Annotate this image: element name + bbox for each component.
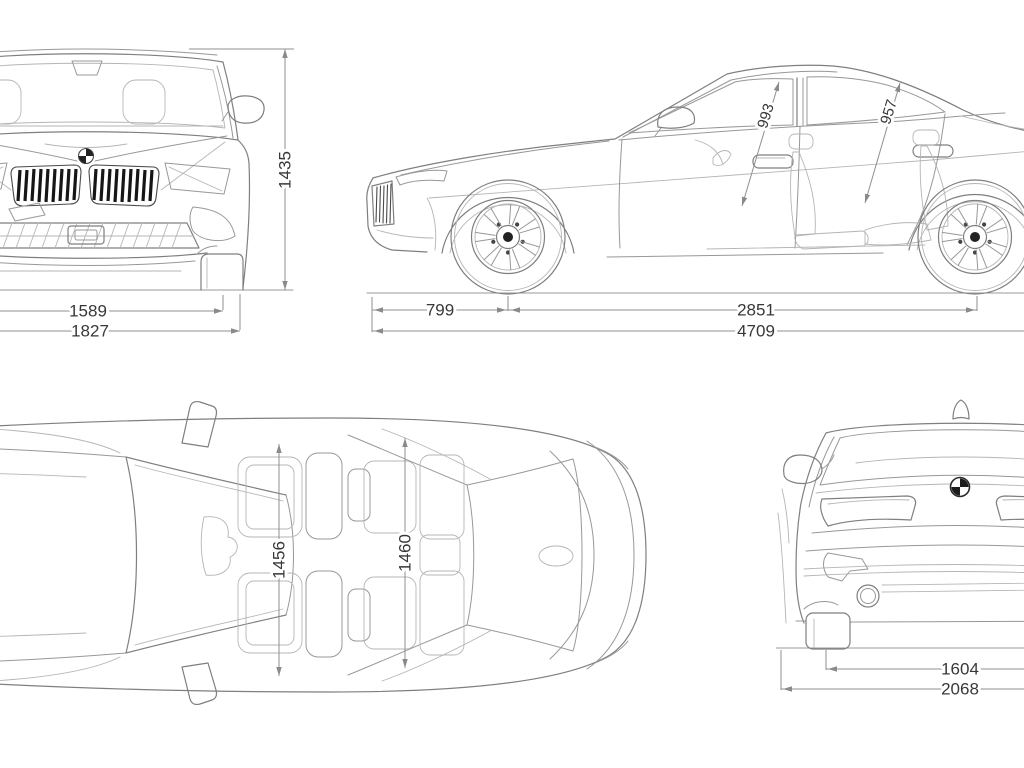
dim-front-height-label: 1435 <box>275 151 295 189</box>
dim-side-wheelbase-label: 2851 <box>737 300 775 320</box>
dim-side-wheelbase <box>508 301 977 320</box>
top-view <box>0 395 660 705</box>
rear-wheel <box>918 180 1024 294</box>
top-car-art <box>0 402 646 705</box>
dim-side-length-label: 4709 <box>737 321 775 341</box>
rear-dimensions <box>781 650 1024 699</box>
dim-side-headroom-rear-label: 957 <box>877 97 901 127</box>
front-dimensions <box>0 49 295 341</box>
dim-top-shoulder-front <box>270 444 289 676</box>
dim-top-shoulder-front-label: 1456 <box>269 541 289 579</box>
front-view <box>0 40 305 345</box>
side-car-art <box>367 65 1024 294</box>
rear-view <box>776 393 1024 703</box>
dim-rear-width-mirrors <box>781 680 1024 699</box>
front-car-art <box>0 49 293 290</box>
dim-front-width <box>0 294 240 341</box>
dim-rear-width-mirrors-label: 2068 <box>941 679 979 699</box>
dim-side-front-overhang-label: 799 <box>425 300 455 320</box>
dim-side-front-overhang <box>372 301 508 320</box>
dim-top-shoulder-rear <box>396 438 415 668</box>
dim-front-track-label: 1589 <box>69 301 107 321</box>
dim-side-headroom-front-label: 993 <box>754 101 778 131</box>
dim-front-height <box>276 49 295 290</box>
dim-rear-track <box>826 660 1024 679</box>
side-view <box>365 40 1024 350</box>
dim-top-shoulder-rear-label: 1460 <box>395 534 415 572</box>
dim-rear-track-label: 1604 <box>941 659 979 679</box>
side-dimensions <box>372 81 1024 340</box>
dim-front-track <box>0 295 223 321</box>
dim-front-width-label: 1827 <box>71 321 109 341</box>
dim-side-headroom-rear <box>862 82 902 204</box>
dim-side-length <box>372 322 1024 341</box>
dim-side-headroom-front <box>739 81 781 207</box>
rear-car-art <box>776 400 1024 649</box>
